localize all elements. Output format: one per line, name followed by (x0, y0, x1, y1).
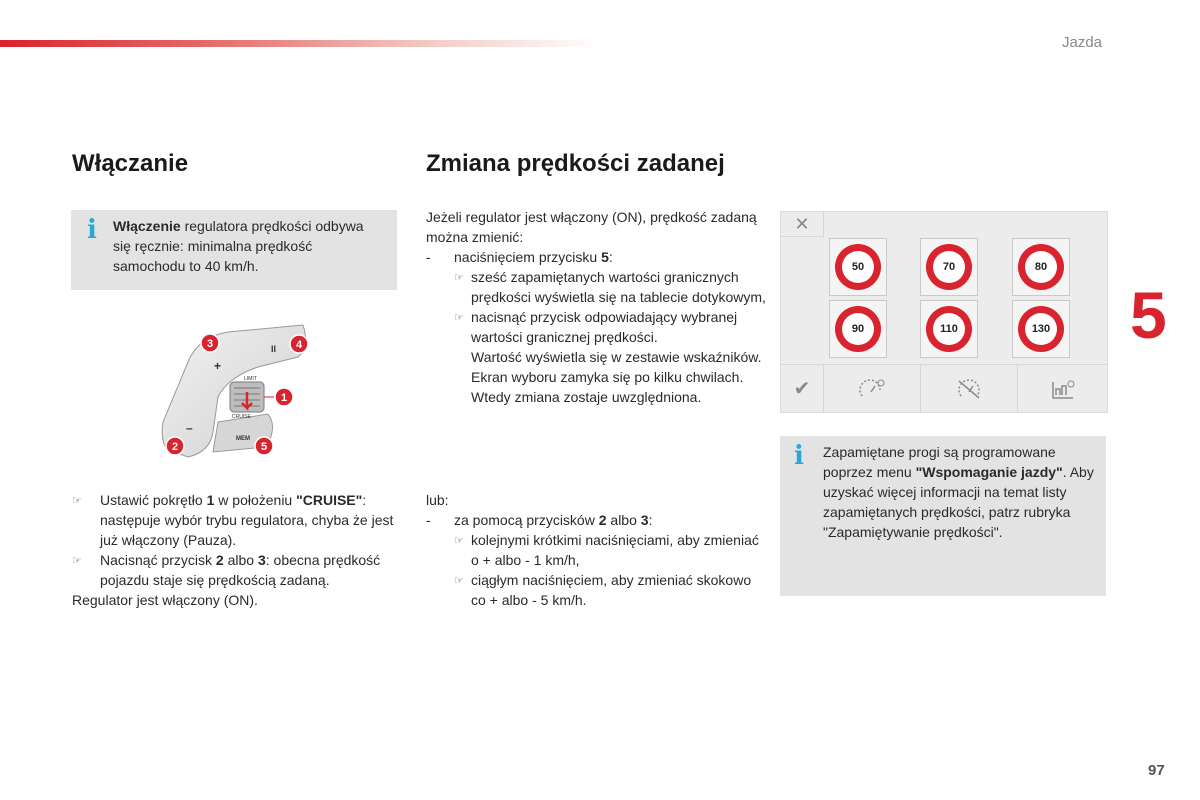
minus-label: – (186, 421, 193, 435)
info-text: Zapamiętane progi są programowane poprzez menu "Wspomaganie jazdy". Aby uzyskać więcej informacji na temat listy zapamiętanych prędkości, patrz rubryka "Zapamiętywanie prędkości". (823, 444, 1094, 540)
callout-3 (201, 334, 219, 352)
pointing-hand-icon: ☞ (72, 555, 82, 567)
list-item: ☞ ciągłym naciśnięciem, aby zmieniać skokowo co + albo - 5 km/h. (454, 572, 752, 608)
list-item: Wartość wyświetla się w zestawie wskaźników. (471, 349, 762, 365)
info-box-activation (71, 210, 397, 290)
pause-label: II (271, 344, 277, 354)
speed-sign-button[interactable]: 110 (920, 300, 978, 358)
cruise-label: CRUISE (232, 414, 251, 420)
section-title-zmiana: Zmiana prędkości zadanej (426, 150, 725, 177)
list-item: Ekran wyboru zamyka się po kilku chwilach. (471, 369, 744, 385)
callout-2 (166, 437, 184, 455)
svg-text:2: 2 (171, 441, 179, 453)
option-button-5: - naciśnięciem przycisku 5: (426, 249, 613, 265)
speed-sign-button[interactable]: 130 (1012, 300, 1070, 358)
change-speed-alternative (426, 490, 766, 610)
speed-sign-button[interactable]: 50 (829, 238, 887, 296)
callout-1 (264, 388, 293, 406)
intro-text: Jeżeli regulator jest włączony (ON), prędkość zadaną można zmienić: (426, 209, 757, 245)
speed-sign-button[interactable]: 90 (829, 300, 887, 358)
option-buttons-2-3: - za pomocą przycisków 2 albo 3: (426, 512, 653, 528)
plus-label: + (214, 359, 222, 373)
section-title-wlaczanie: Włączanie (72, 150, 189, 177)
callout-5 (255, 437, 273, 455)
speed-sign-button[interactable]: 70 (920, 238, 978, 296)
chapter-number: 5 (1130, 278, 1167, 352)
speedometer-settings-icon[interactable] (824, 365, 921, 412)
list-item: ☞ kolejnymi krótkimi naciśnięciami, aby zmieniać o + albo - 1 km/h, (454, 532, 759, 568)
pointing-hand-icon: ☞ (72, 495, 82, 507)
svg-text:5: 5 (260, 441, 268, 453)
close-icon[interactable]: ✕ (781, 212, 824, 237)
section-name: Jazda (1062, 34, 1103, 51)
pointing-hand-icon: ☞ (454, 312, 464, 324)
info-text: Włączenie regulatora prędkości odbywa się ręcznie: minimalna prędkość samochodu to 40 km/h. (113, 218, 364, 274)
info-icon: i (87, 215, 97, 245)
steering-control-diagram (158, 322, 308, 462)
speed-sign-button[interactable]: 80 (1012, 238, 1070, 296)
svg-text:3: 3 (206, 338, 214, 350)
lub-text: lub: (426, 492, 449, 508)
svg-text:1: 1 (280, 392, 288, 404)
speed-limit-off-icon[interactable] (921, 365, 1018, 412)
activation-steps (72, 490, 400, 610)
header-accent-bar (0, 40, 600, 47)
screen-bottom-bar (781, 364, 1107, 412)
speed-memory-screen (780, 211, 1108, 413)
memory-settings-icon[interactable] (1018, 365, 1107, 412)
page-number: 97 (1148, 762, 1165, 779)
mem-label: MEM (236, 436, 250, 442)
info-icon: i (794, 441, 804, 471)
limit-label: LIMIT (244, 376, 257, 382)
pointing-hand-icon: ☞ (454, 575, 464, 587)
pointing-hand-icon: ☞ (454, 272, 464, 284)
callout-4 (290, 335, 308, 353)
list-item: ☞ nacisnąć przycisk odpowiadający wybranej wartości granicznej prędkości. (454, 309, 738, 345)
pointing-hand-icon: ☞ (454, 535, 464, 547)
list-item: ☞ Nacisnąć przycisk 2 albo 3: obecna prędkość pojazdu staje się prędkością zadaną. (72, 552, 381, 588)
check-icon[interactable]: ✔ (781, 365, 824, 412)
activation-result: Regulator jest włączony (ON). (72, 592, 258, 608)
list-item: Wtedy zmiana zostaje uwzględniona. (471, 389, 702, 405)
svg-text:4: 4 (295, 339, 303, 351)
change-speed-instructions (426, 207, 766, 407)
info-box-memory (780, 436, 1106, 596)
speed-mode-wheel (230, 376, 264, 420)
list-item: ☞ sześć zapamiętanych wartości granicznych prędkości wyświetla się na tablecie dotykowym, (454, 269, 766, 305)
list-item: ☞ Ustawić pokrętło 1 w położeniu "CRUISE": następuje wybór trybu regulatora, chyba że jest już włączony (Pauza). (72, 492, 394, 548)
